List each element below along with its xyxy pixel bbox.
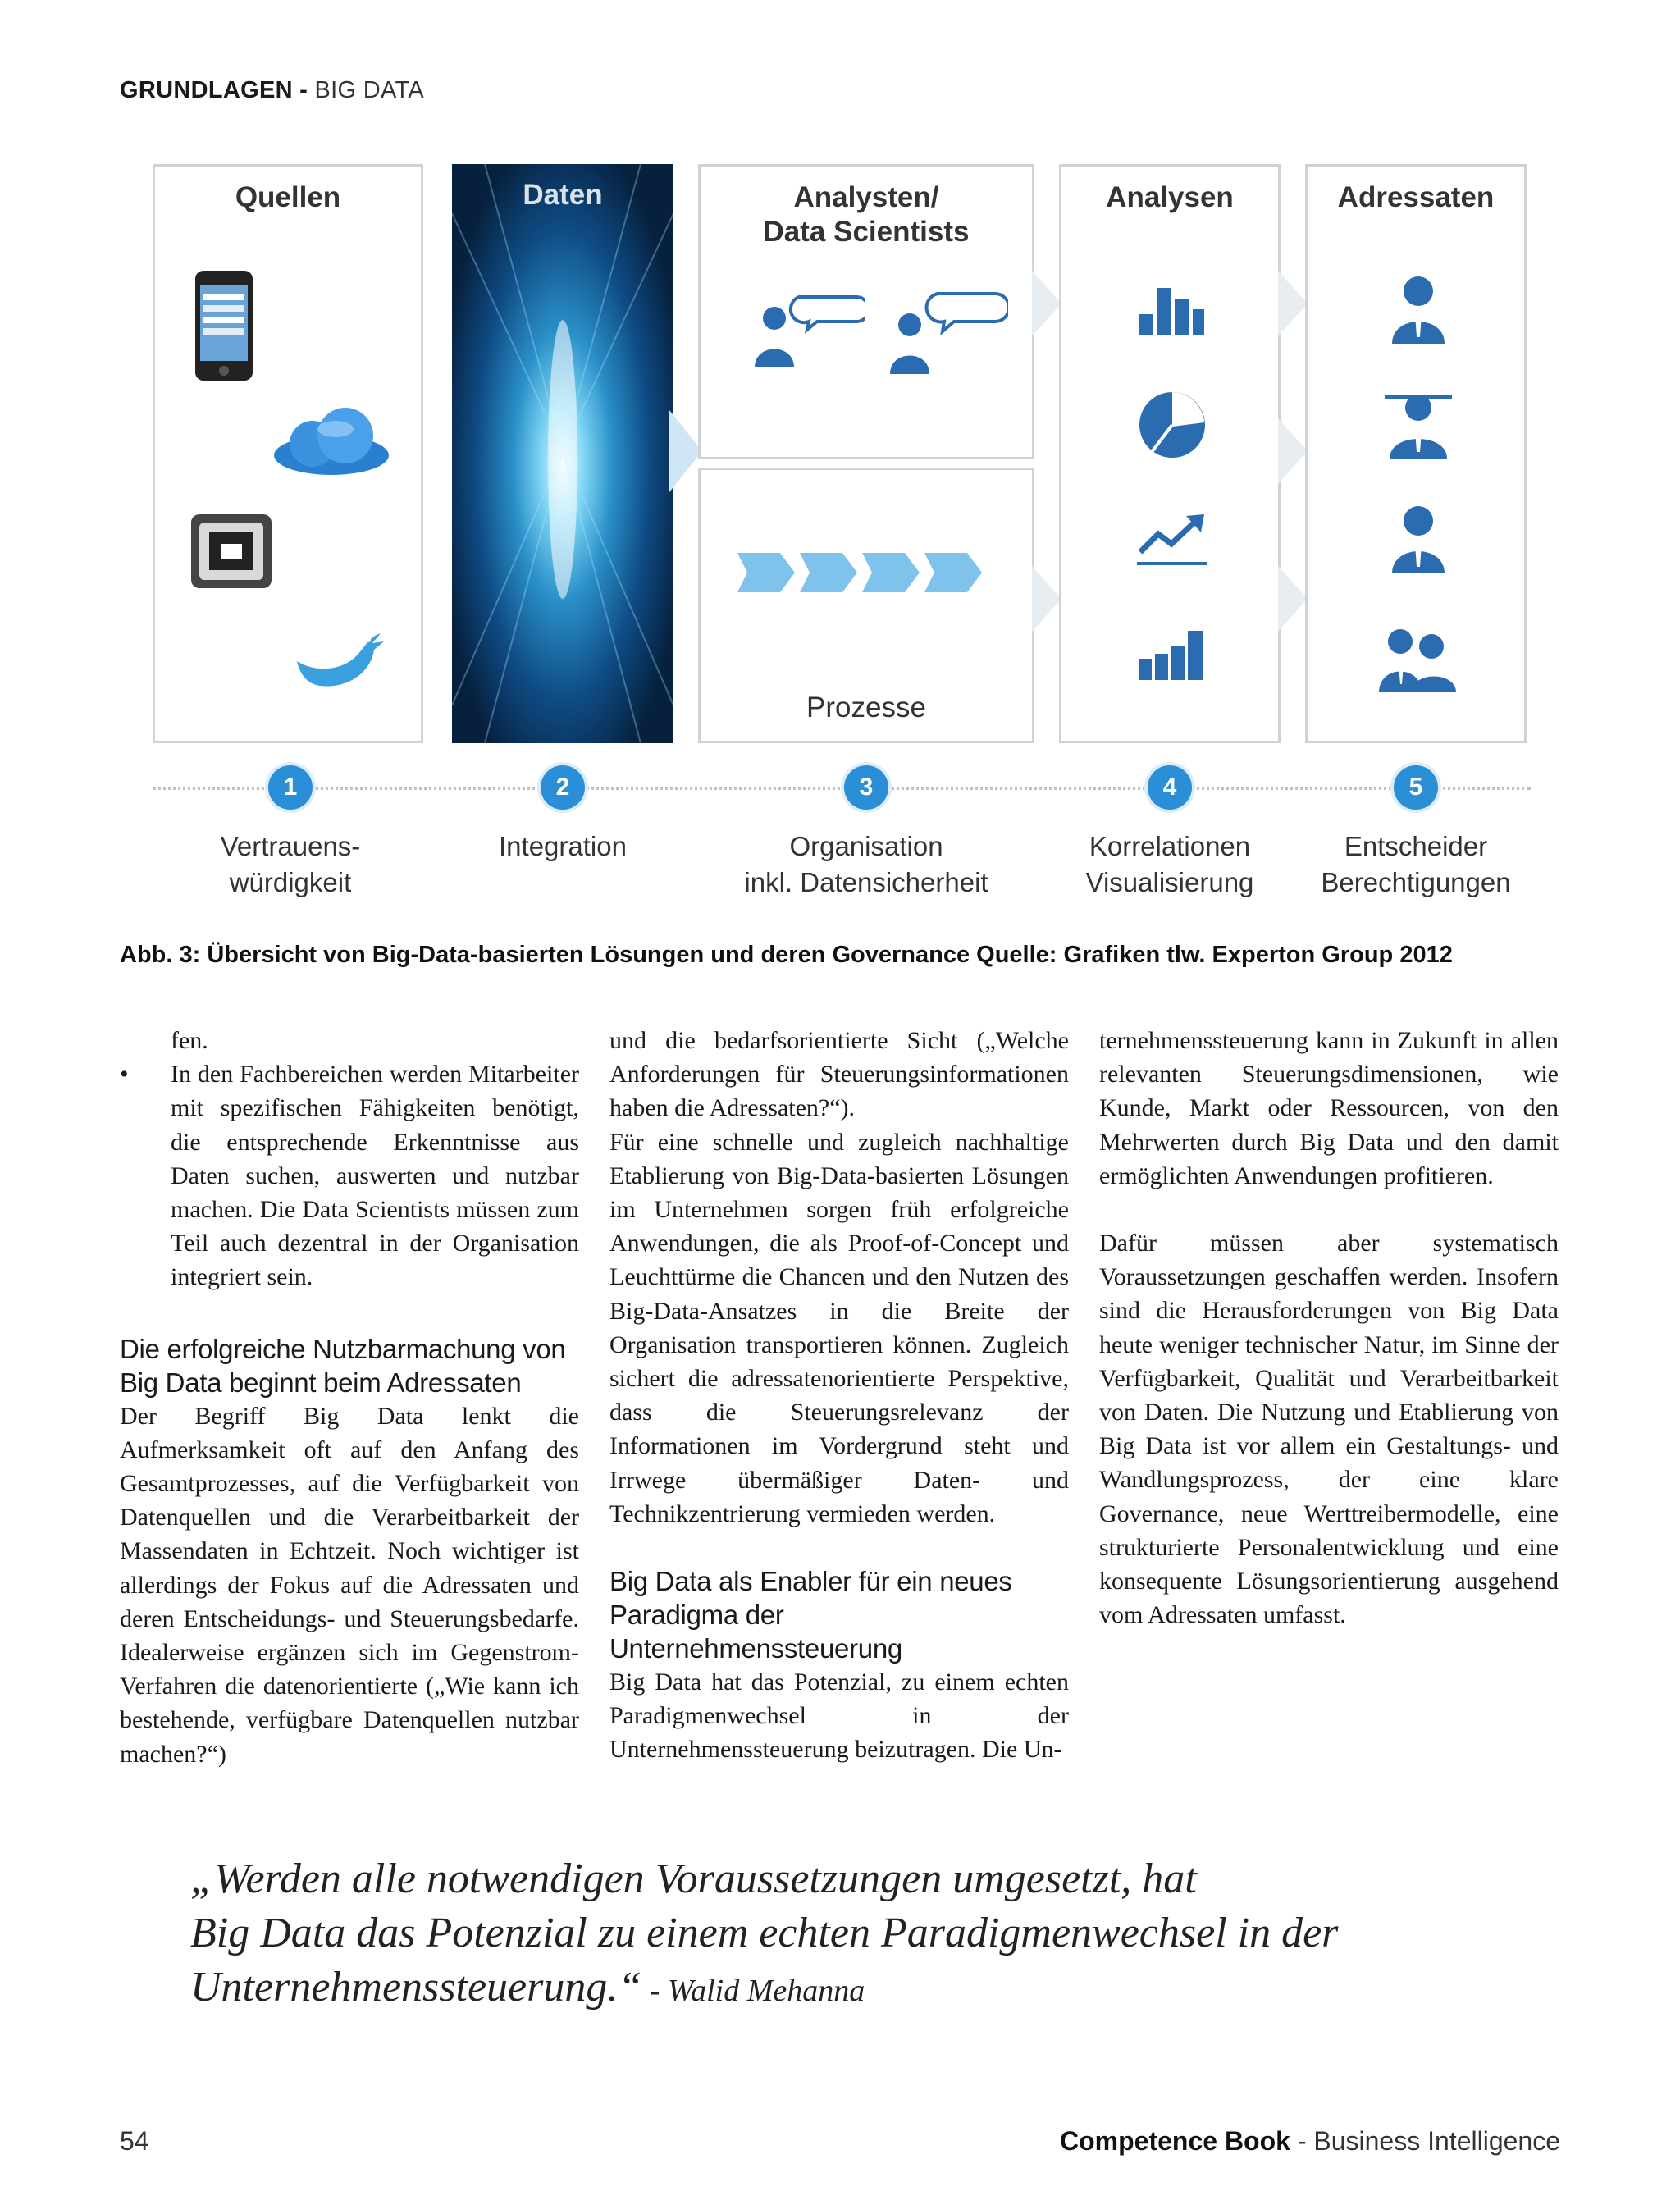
- step-number-1: 1: [268, 765, 313, 810]
- step-number-5: 5: [1394, 765, 1438, 810]
- step-label-5-line1: Entscheider: [1344, 831, 1488, 861]
- box-title-analysten-1: Analysten/: [793, 181, 939, 213]
- box-adressaten: [1305, 164, 1527, 743]
- manager-person-icon: [1386, 273, 1451, 347]
- box-analysen: [1059, 164, 1281, 743]
- step-label-3: [727, 828, 1006, 901]
- paragraph: fen.: [171, 1027, 208, 1054]
- step-label-5: [1309, 828, 1522, 901]
- step-label-4: [1063, 828, 1276, 901]
- box-title-quellen: Quellen: [235, 181, 341, 213]
- quote-line-1: „Werden alle notwendigen Voraussetzungen umgesetzt, hat: [190, 1855, 1197, 1902]
- bullet-icon: •: [120, 1061, 129, 1089]
- step-divider: [153, 787, 1531, 790]
- box-title-analysen: Analysen: [1106, 181, 1234, 213]
- paragraph: Dafür müssen aber systematisch Voraussetzungen geschaffen werden. Insofern sind die Herausforderungen von Big Data heute weniger technischer Natur, im Sinne der Verfügbarkeit, Qualität und Verarbeitbarkeit von Daten. Die Nutzung und Etablierung von Big Data ist vor allem ein Gestaltungs- und Wandlungsprozess, der eine klare Governance, neue Werttreibermodelle, eine strukturierte Personalentwicklung und eine konsequente Lösungsorientierung ausgehend vom Adressaten umfasst.: [1099, 1230, 1559, 1629]
- group-person-icon: [1381, 388, 1455, 462]
- paragraph: und die bedarfsorientierte Sicht („Welche Anforderungen für Steuerungsinformationen haben die Adressaten?“).: [609, 1027, 1069, 1122]
- twitter-bird-icon: [290, 622, 389, 696]
- paragraph: Für eine schnelle und zugleich nachhaltige Etablierung von Big-Data-basierten Lösungen im Unternehmen sorgen früh erfolgreiche Anwendungen, die als Proof-of-Concept und Leuchttürme die Chancen und den Nutzen des Big-Data-Ansatzes in die Breite der Organisation transportieren können. Zugleich sichert die adressatenorientierte Perspektive, dass die Steuerungsrelevanz der Informationen im Vordergrund steht und Irrwege übermäßiger Daten- und Technikzentrierung vermieden werden.: [609, 1128, 1069, 1527]
- step-label-4-line1: Korrelationen: [1089, 831, 1251, 861]
- text-column-3: [1099, 1024, 1559, 1632]
- box-daten: [452, 164, 673, 743]
- step-label-1: [192, 828, 389, 901]
- paragraph: ternehmenssteuerung kann in Zukunft in allen relevanten Steuerungsdimensionen, wie Kunde, Markt oder Ressourcen, von den Mehrwerten durch Big Data und den damit ermöglichten Anwendungen profitieren.: [1099, 1027, 1559, 1189]
- page-number: 54: [120, 2126, 149, 2156]
- box-title-adressaten: Adressaten: [1337, 181, 1495, 213]
- box-quellen: [153, 164, 423, 743]
- bullet-text: In den Fachbereichen werden Mitarbeiter mit spezifischen Fähigkeiten benötigt, die entsprechende Erkenntnisse aus Daten suchen, auswerten und nutzbar machen. Die Data Scientists müssen zum Teil auch dezentral in der Organisation integriert sein.: [171, 1061, 579, 1291]
- box-title-prozesse: Prozesse: [806, 691, 926, 723]
- running-header: [120, 77, 424, 104]
- paragraph: Der Begriff Big Data lenkt die Aufmerksamkeit oft auf den Anfang des Gesamtprozesses, auf die Verfügbarkeit von Datenquellen und die Verarbeitbarkeit der Massendaten in Echtzeit. Noch wichtiger ist allerdings der Fokus auf die Adressaten und deren Entscheidungs- und Steuerungsbedarfe. Idealerweise ergänzen sich im Gegenstrom-Verfahren die datenorientierte („Wie kann ich bestehende, verfügbare Datenquellen nutzbar machen?“): [120, 1402, 579, 1768]
- trend-line-icon: [1135, 511, 1209, 568]
- quote-line-3: Unternehmenssteuerung.“: [190, 1964, 642, 2011]
- executive-person-icon: [1386, 503, 1451, 577]
- list-item: [120, 1057, 579, 1294]
- step-label-5-line2: Berechtigungen: [1321, 867, 1511, 897]
- figure-big-data-overview: [153, 164, 1531, 911]
- footer-book-title: Competence Book: [1060, 2126, 1290, 2156]
- section-heading: Die erfolgreiche Nutzbarmachung von Big Data beginnt beim Adressaten: [120, 1333, 566, 1398]
- box-analysten: [698, 164, 1034, 459]
- quote-line-2: Big Data das Potenzial zu einem echten Paradigmenwechsel in der: [190, 1910, 1339, 1956]
- step-number-3: 3: [844, 765, 888, 810]
- footer-topic: Business Intelligence: [1313, 2126, 1560, 2156]
- bar-chart-icon: [1135, 281, 1209, 339]
- step-number-4: 4: [1148, 765, 1192, 810]
- step-number-2: 2: [541, 765, 585, 810]
- paragraph: Big Data hat das Potenzial, zu einem echten Paradigmenwechsel in der Unternehmenssteuerung beizutragen. Die Un-: [609, 1668, 1069, 1764]
- header-topic: BIG DATA: [314, 77, 424, 103]
- step-label-3-line1: Organisation: [789, 831, 943, 861]
- process-chevrons-icon: [737, 548, 1000, 597]
- step-label-4-line2: Visualisierung: [1085, 867, 1254, 897]
- footer-publication: [1060, 2126, 1560, 2157]
- section-heading: Big Data als Enabler für ein neues Paradigma der Unternehmenssteuerung: [609, 1566, 1012, 1664]
- step-label-3-line2: inkl. Datensicherheit: [744, 867, 988, 897]
- data-scientist-person-icon: [885, 285, 1008, 376]
- header-section: GRUNDLAGEN -: [120, 77, 308, 103]
- bar-chart-rising-icon: [1135, 626, 1209, 683]
- box-title-daten: Daten: [523, 179, 603, 211]
- step-label-1-line1: Vertrauens-: [220, 831, 361, 861]
- text-column-2: [609, 1024, 1069, 1767]
- pull-quote: [190, 1852, 1338, 2018]
- smartphone-icon: [192, 269, 258, 384]
- step-label-2: [464, 828, 661, 865]
- terminal-icon: [188, 511, 278, 593]
- box-title-analysten-2: Data Scientists: [763, 216, 970, 248]
- cloud-icon: [270, 404, 393, 478]
- step-label-2-line1: Integration: [499, 831, 627, 861]
- pie-chart-icon: [1135, 388, 1209, 462]
- text-column-1: [120, 1024, 579, 1771]
- box-prozesse: [698, 468, 1034, 743]
- footer-separator: -: [1290, 2126, 1314, 2156]
- figure-caption: Abb. 3: Übersicht von Big-Data-basierten Lösungen und deren Governance Quelle: Grafiken tlw. Experton Group 2012: [120, 942, 1453, 968]
- data-stream-graphic: [452, 164, 673, 743]
- team-persons-icon: [1377, 622, 1459, 696]
- step-label-1-line2: würdigkeit: [229, 867, 352, 897]
- quote-author: - Walid Mehanna: [641, 1974, 865, 2008]
- analyst-person-icon: [750, 285, 865, 376]
